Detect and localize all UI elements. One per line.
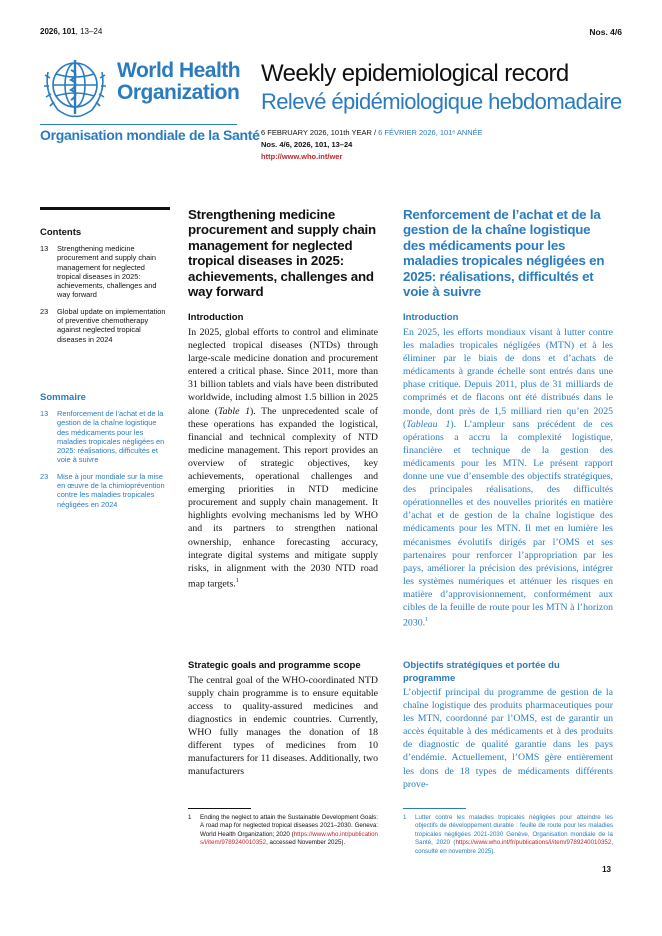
footnote-link-fr[interactable]: https://www.who.int/fr/publications/i/item/9789240010352 <box>455 839 612 847</box>
who-logo-french: Organisation mondiale de la Santé <box>40 127 260 143</box>
sommaire-section <box>40 392 170 509</box>
tableau-ref-link[interactable]: Tableau 1 <box>406 418 451 430</box>
contents-section <box>40 227 170 344</box>
intro-heading-fr: Introduction <box>403 312 459 323</box>
intro-paragraph-en: In 2025, global efforts to control and eliminate neglected tropical diseases (NTDs) through large-scale medicine donation and procurement entered a critical phase. Since 2011, more than 31 billion tablets and vials have been distributed worldwide, including almost 1.5 billion in 2025 alone (Table 1). The unprecedented scale of these operations has expanded the logistical, financial and technical complexity of NTD medicine management. This report provides an overview of strategic objectives, key achievements, operational challenges and emerging priorities in NTD medicine procurement and supply chain management. It highlights evolving mechanisms led by WHO and its partners to strengthen national ownership, enhance forecasting accuracy, integrate digital systems and mitigate supply risks, in alignment with the 2030 NTD road map targets.$^1$ <box>188 327 379 590</box>
goals-heading-fr: Objectifs stratégiques et portée du programme <box>403 660 560 684</box>
footnote-en: 1 Ending the neglect to attain the Sustainable Development Goals: A road map for neglected tropical diseases 2021–2030. Geneva: World Health Organization; 2020 (https://www.who.int/publications/i/item/9789240010352, accessed November 2025). <box>188 808 378 848</box>
page-number: 13 <box>602 865 611 874</box>
issue-date: 6 FEBRUARY 2026, 101th YEAR / 6 FÉVRIER 2026, 101ᵉ ANNÉE <box>261 128 483 137</box>
table-ref-link[interactable]: Table 1 <box>218 405 250 417</box>
intro-heading-en: Introduction <box>188 312 244 323</box>
goals-heading-en: Strategic goals and programme scope <box>188 660 361 671</box>
intro-section-en <box>188 312 378 590</box>
intro-paragraph-fr: En 2025, les efforts mondiaux visant à lutter contre les maladies tropicales négligées (MTN) et à les éliminer par le biais de dons et d’achats de médicaments à grande échelle sont entrés dans une phase critique. Depuis 2011, plus de 31 milliards de comprimés et de flacons ont été distribués dans le monde, dont près de 1,5 milliard rien qu’en 2025 (Tableau 1). L’ampleur sans précédent de ces opérations a accru la complexité logistique, financière et technique de la gestion des médicaments pour les MTN. Le présent rapport donne une vue d’ensemble des objectifs stratégiques, des principales réalisations, des difficultés opérationnelles et des nouvelles priorités en matière d’achat et de gestion de la chaîne logistique des médicaments pour les MTN. Il met en lumière les mécanismes évolutifs dirigés par l’OMS et ses partenaires pour renforcer l’appropriation par les pays, améliorer la précision des prévisions, intégrer les systèmes numériques et atténuer les risques en matière d’approvisionnement, conformément aux cibles de la feuille de route pour les MTN à l’horizon 2030.$^1$ <box>403 327 613 629</box>
footnote-link-en[interactable]: https://www.who.int/publications/i/item/9789240010352 <box>200 830 378 847</box>
contents-heading: Contents <box>40 227 82 238</box>
footnote-rule <box>188 808 251 809</box>
running-header-issue: Nos. 4/6 <box>589 27 622 37</box>
contents-item[interactable]: 13 Strengthening medicine procurement and supply chain management for neglected tropical diseases in 2025: achievements, challenges and way forward <box>40 244 157 300</box>
contents-divider <box>40 207 170 210</box>
logo-divider <box>40 124 237 125</box>
sommaire-item[interactable]: 13 Renforcement de l’achat et de la gestion de la chaîne logistique des médicaments pour les maladies tropicales négligées en 2025: réalisations, difficultés et voie à suivre <box>40 409 165 465</box>
goals-section-en <box>188 660 378 778</box>
sommaire-heading: Sommaire <box>40 392 86 403</box>
goals-paragraph-fr: L’objectif principal du programme de gestion de la chaîne logistique des produits pharmaceutiques pour les MTN, coordonné par l’OMS, est de garantir un accès équitable à des médicaments et à des produits de diagnostic de qualité garantie dans les pays d’endémie. Actuellement, l’OMS gère entièrement les dons de 18 types de médicaments différents prove- <box>403 687 613 790</box>
intro-section-fr <box>403 312 613 629</box>
goals-section-fr <box>403 660 613 791</box>
publication-title-en: Weekly epidemiological record <box>261 60 569 87</box>
goals-paragraph-en: The central goal of the WHO-coordinated NTD supply chain programme is to ensure equitable access to quality-assured medicines and diagnostics in endemic countries. Currently, WHO fully manages the donation of 18 different types of medicines from 10 manufacturers for 11 diseases. Additionally, two manufacturers <box>188 674 378 778</box>
publication-title-fr: Relevé épidémiologique hebdomadaire <box>261 89 622 114</box>
article-title-fr: Renforcement de l’achat et de la gestion de la chaîne logistique des médicaments pour les maladies tropicales négligées en 2025: réalisations, difficultés et voie à suivre <box>403 207 605 300</box>
who-emblem-icon <box>40 52 110 122</box>
sommaire-item[interactable]: 23 Mise à jour mondiale sur la mise en œuvre de la chimioprévention contre les maladies tropicales négligées en 2024 <box>40 471 165 509</box>
issue-line: Nos. 4/6, 2026, 101, 13–24 <box>261 140 353 149</box>
running-header-left: 2026, 101, 13–24 <box>40 27 103 36</box>
contents-item[interactable]: 23 Global update on implementation of preventive chemotherapy against neglected tropical diseases in 2024 <box>40 306 166 344</box>
who-logo-text: World Health Organization <box>117 59 241 104</box>
article-title-en: Strengthening medicine procurement and supply chain management for neglected tropical diseases in 2025: achievements, challenges and way forward <box>188 207 376 300</box>
footnote-rule <box>403 808 466 809</box>
footnote-fr: 1 Lutter contre les maladies tropicales négligées pour atteindre les objectifs de développement durable : feuille de route pour les maladies tropicales négligées 2021-2030 Genève, Organisation mondiale de la Santé, 2020 (https://www.who.int/fr/publications/i/item/9789240010352, consulté en novembre 2025). <box>403 808 613 856</box>
wer-url-link[interactable]: http://www.who.int/wer <box>261 152 343 161</box>
